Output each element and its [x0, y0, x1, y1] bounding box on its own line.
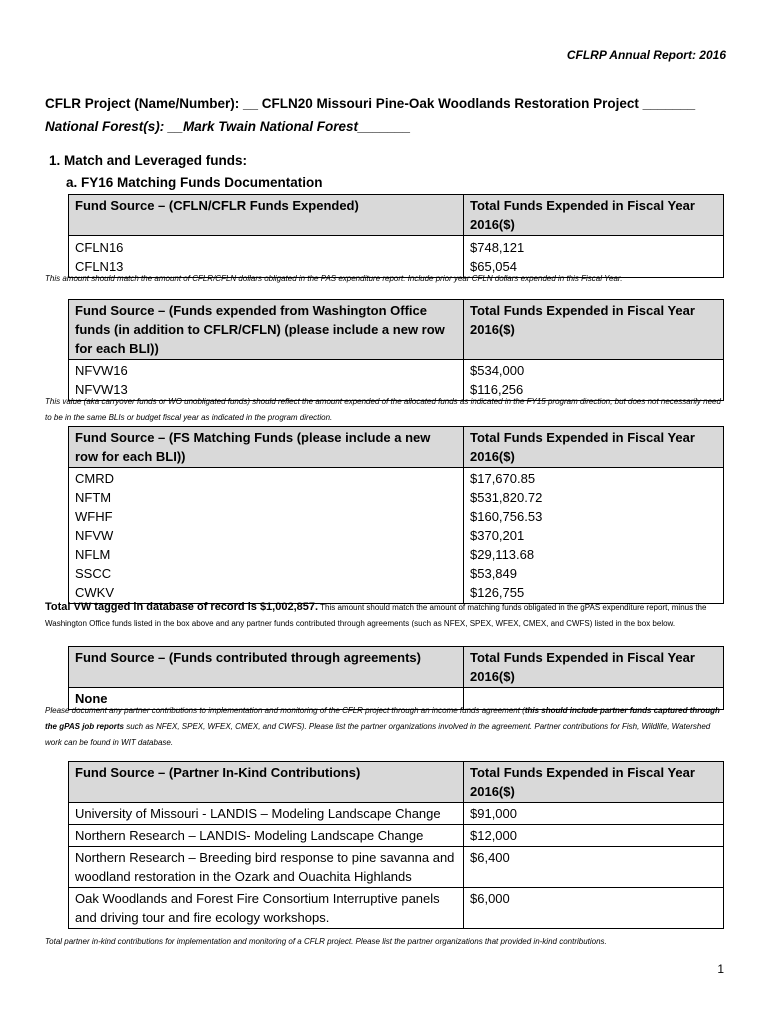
table-header-row: [69, 762, 724, 803]
section-title: 1. Match and Leveraged funds:: [49, 153, 248, 168]
fund-amount: $12,000: [464, 825, 724, 847]
fund-amount: $534,000 $116,256: [464, 360, 724, 401]
amount-header: Total Funds Expended in Fiscal Year 2016($): [464, 195, 724, 236]
table-header-row: [69, 427, 724, 468]
table-row: [69, 468, 724, 604]
table-row: [69, 825, 724, 847]
table-row: [69, 847, 724, 888]
amount-header: Total Funds Expended in Fiscal Year 2016($): [464, 762, 724, 803]
fund-amount: $91,000: [464, 803, 724, 825]
fund-amount: $748,121 $65,054: [464, 236, 724, 278]
table1-note: This amount should match the amount of CFLR/CFLN dollars obligated in the PAS expenditure report. Include prior year CFLN dollars expended in this Fiscal Year.: [45, 274, 623, 283]
amount-header: Total Funds Expended in Fiscal Year 2016($): [464, 427, 724, 468]
fund-source: CMRD NFTM WFHF NFVW NFLM SSCC CWKV: [69, 468, 464, 604]
table-header-row: [69, 195, 724, 236]
agreements-table: [68, 646, 724, 710]
in-kind-table: [68, 761, 724, 929]
fund-amount: $6,000: [464, 888, 724, 929]
table-header-row: [69, 300, 724, 360]
fund-amount: $6,400: [464, 847, 724, 888]
project-line: CFLR Project (Name/Number): __ CFLN20 Missouri Pine-Oak Woodlands Restoration Project _______: [45, 96, 696, 111]
matching-total: Total VW tagged in database of record is $1,002,857.: [45, 601, 319, 613]
fs-matching-table: [68, 426, 724, 604]
amount-header: Total Funds Expended in Fiscal Year 2016($): [464, 300, 724, 360]
fund-amount: $17,670.85 $531,820.72 $160,756.53 $370,201 $29,113.68 $53,849 $126,755: [464, 468, 724, 604]
table5-note: Total partner in-kind contributions for implementation and monitoring of a CFLR project. Please list the partner organizations that provided in-kind contributions.: [45, 937, 607, 946]
source-header: Fund Source – (Partner In-Kind Contributions): [69, 762, 464, 803]
table-row: [69, 888, 724, 929]
fund-source: University of Missouri - LANDIS – Modeling Landscape Change: [69, 803, 464, 825]
source-header: Fund Source – (Funds expended from Washington Office funds (in addition to CFLR/CFLN) (please include a new row for each BLI)): [69, 300, 464, 360]
table4-note: Please document any partner contributions to implementation and monitoring of the CFLR project through an income funds agreement (this should include partner funds captured through the gPAS job reports such as NFEX, SPEX, WFEX, CMEX, and CWFS). Please list the partner organizations involved in the agreement. Partner contributions for Fish, Wildlife, Watershed work can be found in WIT database.: [45, 706, 720, 747]
wo-funds-table: [68, 299, 724, 401]
source-header: Fund Source – (Funds contributed through agreements): [69, 647, 464, 688]
forest-line: National Forest(s): __Mark Twain National Forest_______: [45, 119, 411, 134]
source-header: Fund Source – (FS Matching Funds (please include a new row for each BLI)): [69, 427, 464, 468]
fund-source: Northern Research – LANDIS- Modeling Landscape Change: [69, 825, 464, 847]
cfln-funds-table: [68, 194, 724, 278]
fund-source: NFVW16 NFVW13: [69, 360, 464, 401]
amount-header: Total Funds Expended in Fiscal Year 2016($): [464, 647, 724, 688]
table-header-row: [69, 647, 724, 688]
fund-source: CFLN16 CFLN13: [69, 236, 464, 278]
page-number: 1: [717, 962, 724, 976]
subsection-title: a. FY16 Matching Funds Documentation: [66, 175, 323, 190]
fund-source: None: [69, 688, 464, 710]
fund-source: Northern Research – Breeding bird response to pine savanna and woodland restoration in the Ozark and Ouachita Highlands: [69, 847, 464, 888]
source-header: Fund Source – (CFLN/CFLR Funds Expended): [69, 195, 464, 236]
table-row: [69, 803, 724, 825]
matching-total-note: Total VW tagged in database of record is $1,002,857. This amount should match the amount of matching funds obligated in the gPAS expenditure report, minus the Washington Office funds listed in the box above and any partner funds contributed through agreements (such as NFEX, SPEX, WFEX, CMEX, and CWFS) listed in the box below.: [45, 601, 707, 628]
table2-note: This value (aka carryover funds or WO unobligated funds) should reflect the amount expended of the allocated funds as indicated in the FY15 program direction, but does not necessarily need to be in the same BLIs or budget fiscal year as indicated in the program direction.: [45, 397, 721, 422]
fund-source: Oak Woodlands and Forest Fire Consortium Interruptive panels and driving tour and fire ecology workshops.: [69, 888, 464, 929]
report-header: CFLRP Annual Report: 2016: [566, 48, 726, 62]
